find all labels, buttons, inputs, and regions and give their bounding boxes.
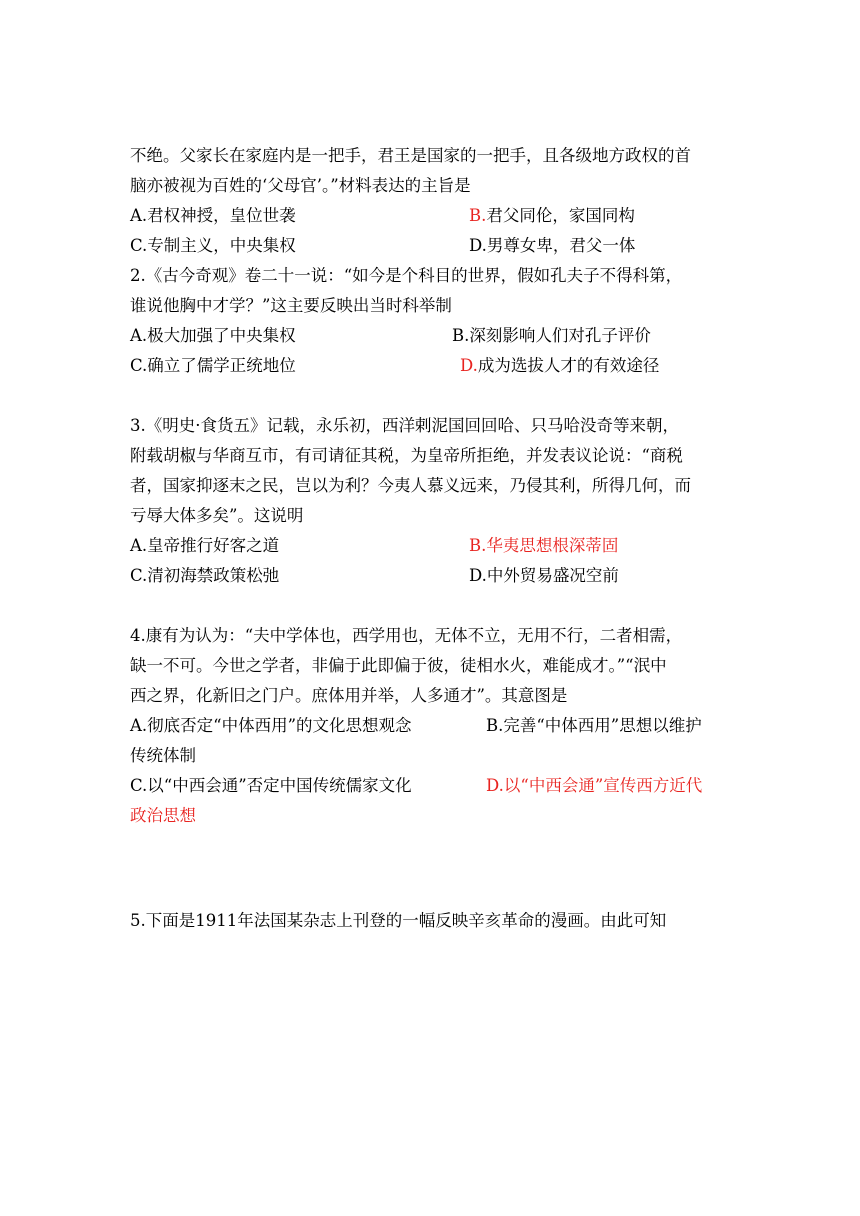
question-3 (130, 411, 740, 591)
question-5-stem: 5.下面是1911年法国某杂志上刊登的一幅反映辛亥革命的漫画。由此可知 (130, 911, 667, 930)
question-3-stem-line-1: 3.《明史·食货五》记载，永乐初，西洋剌泥国回回哈、只马哈没奇等来朝， (130, 416, 679, 435)
question-3-option-a: A.皇帝推行好客之道 (130, 536, 280, 555)
question-4-option-b-line-1: B.完善“中体西用”思想以维护 (486, 716, 702, 735)
document-page (130, 141, 740, 936)
question-4-options-row-1 (130, 711, 740, 741)
question-2-stem-line-2: 谁说他胸中才学？”这主要反映出当时科举制 (130, 296, 452, 315)
question-3-option-c: C.清初海禁政策松弛 (130, 566, 280, 585)
question-2-options-row-1 (130, 321, 740, 351)
question-1-option-d: D.男尊女卑，君父一体 (469, 236, 636, 255)
question-4-stem-line-1: 4.康有为认为：“夫中学体也，西学用也，无体不立，无用不行，二者相需， (130, 626, 683, 645)
question-4-options-row-2 (130, 771, 740, 801)
question-4-option-d-line-2: 政治思想 (130, 806, 196, 825)
question-2-option-b: B.深刻影响人们对孔子评价 (452, 326, 651, 345)
question-2-option-a: A.极大加强了中央集权 (130, 326, 296, 345)
question-4 (130, 621, 740, 831)
spacer (130, 831, 740, 861)
question-4-stem-line-2: 缺一不可。今世之学者，非偏于此即偏于彼，徒相水火，难能成才。”“泯中 (130, 656, 667, 675)
question-3-options-row-2 (130, 561, 740, 591)
question-1-stem-line-1: 不绝。父家长在家庭内是一把手，君王是国家的一把手，且各级地方政权的首 (130, 146, 691, 165)
question-2-stem-line-1: 2.《古今奇观》卷二十一说：“如今是个科目的世界，假如孔夫子不得科第， (130, 266, 683, 285)
question-3-stem-line-2: 附载胡椒与华商互市，有司请征其税，为皇帝所拒绝，并发表议论说：“商税 (130, 446, 683, 465)
question-1-option-b-letter: B. (469, 206, 487, 225)
question-2 (130, 261, 740, 381)
spacer (130, 381, 740, 411)
question-2-option-d (460, 351, 659, 381)
question-1-option-c: C.专制主义，中央集权 (130, 236, 296, 255)
question-2-options-row-2 (130, 351, 740, 381)
question-2-option-d-text: 成为选拔人才的有效途径 (477, 356, 660, 375)
question-4-stem-line-3: 西之界，化新旧之门户。庶体用并举，人多通才”。其意图是 (130, 686, 568, 705)
question-1-options-row-1 (130, 201, 740, 231)
question-1-stem-line-2: 脑亦被视为百姓的‘父母官’。”材料表达的主旨是 (130, 176, 471, 195)
question-1 (130, 141, 740, 261)
spacer (130, 591, 740, 621)
question-3-stem-line-4: 亏辱大体多矣”。这说明 (130, 506, 304, 525)
question-1-option-a: A.君权神授，皇位世袭 (130, 206, 296, 225)
question-1-option-b (469, 201, 635, 231)
question-2-option-c: C.确立了儒学正统地位 (130, 356, 296, 375)
question-3-option-d: D.中外贸易盛况空前 (469, 566, 619, 585)
question-2-option-d-letter: D. (460, 356, 478, 375)
question-5 (130, 906, 740, 936)
question-1-option-b-text: 君父同伦，家国同构 (486, 206, 635, 225)
question-3-stem-line-3: 者，国家抑逐末之民，岂以为利？今夷人慕义远来，乃侵其利，所得几何，而 (130, 476, 691, 495)
question-4-option-a: A.彻底否定“中体西用”的文化思想观念 (130, 716, 412, 735)
question-3-options-row-1 (130, 531, 740, 561)
spacer (130, 861, 740, 906)
question-3-option-b: B.华夷思想根深蒂固 (469, 536, 619, 555)
question-4-option-d-line-1: D.以“中西会通”宣传西方近代 (486, 776, 703, 795)
question-4-option-c: C.以“中西会通”否定中国传统儒家文化 (130, 776, 412, 795)
question-1-options-row-2 (130, 231, 740, 261)
question-4-option-b-line-2: 传统体制 (130, 746, 196, 765)
